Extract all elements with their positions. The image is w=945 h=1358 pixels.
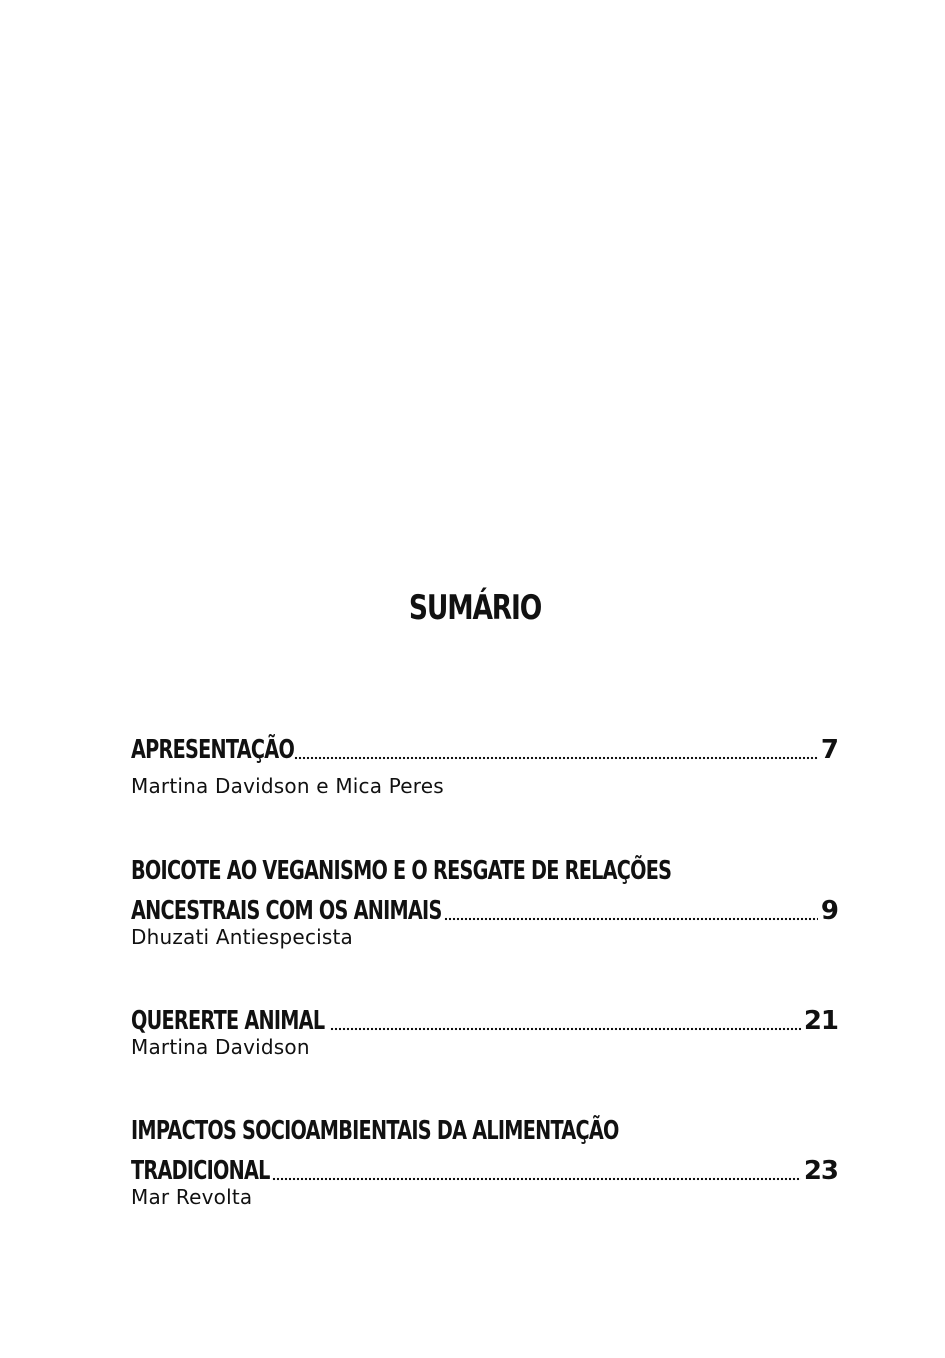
toc-entry-title: QUERERTE ANIMAL (131, 1006, 325, 1036)
toc-entry-line (131, 851, 838, 891)
toc-page-number: 9 (820, 896, 838, 926)
dot-leader (444, 917, 818, 921)
dot-leader (330, 1027, 801, 1031)
toc-entry (131, 851, 838, 950)
toc-entry-title: BOICOTE AO VEGANISMO E O RESGATE DE RELAÇÕES (131, 856, 672, 886)
toc-entry-author: Mar Revolta (131, 1185, 253, 1209)
toc-entry (131, 1111, 838, 1210)
toc-entry-line (131, 1111, 838, 1151)
toc-entry-author: Martina Davidson e Mica Peres (131, 774, 444, 798)
page-title: SUMÁRIO (408, 588, 542, 628)
toc-page-number: 23 (803, 1156, 838, 1186)
dot-leader (294, 756, 818, 760)
toc-entry (131, 730, 838, 799)
toc-page-number: 21 (803, 1006, 838, 1036)
dot-leader (272, 1177, 801, 1181)
toc-entry-title: ANCESTRAIS COM OS ANIMAIS (131, 896, 442, 926)
toc-entry (131, 1001, 838, 1060)
toc-entry-title: APRESENTAÇÃO (131, 735, 295, 765)
toc-entry-author: Martina Davidson (131, 1035, 310, 1059)
toc-entry-title: IMPACTOS SOCIOAMBIENTAIS DA ALIMENTAÇÃO (131, 1116, 619, 1146)
toc-entry-title: TRADICIONAL (131, 1156, 270, 1186)
toc-entry-author: Dhuzati Antiespecista (131, 925, 354, 949)
toc-entry-line (131, 730, 838, 770)
toc-page-number: 7 (820, 735, 838, 765)
